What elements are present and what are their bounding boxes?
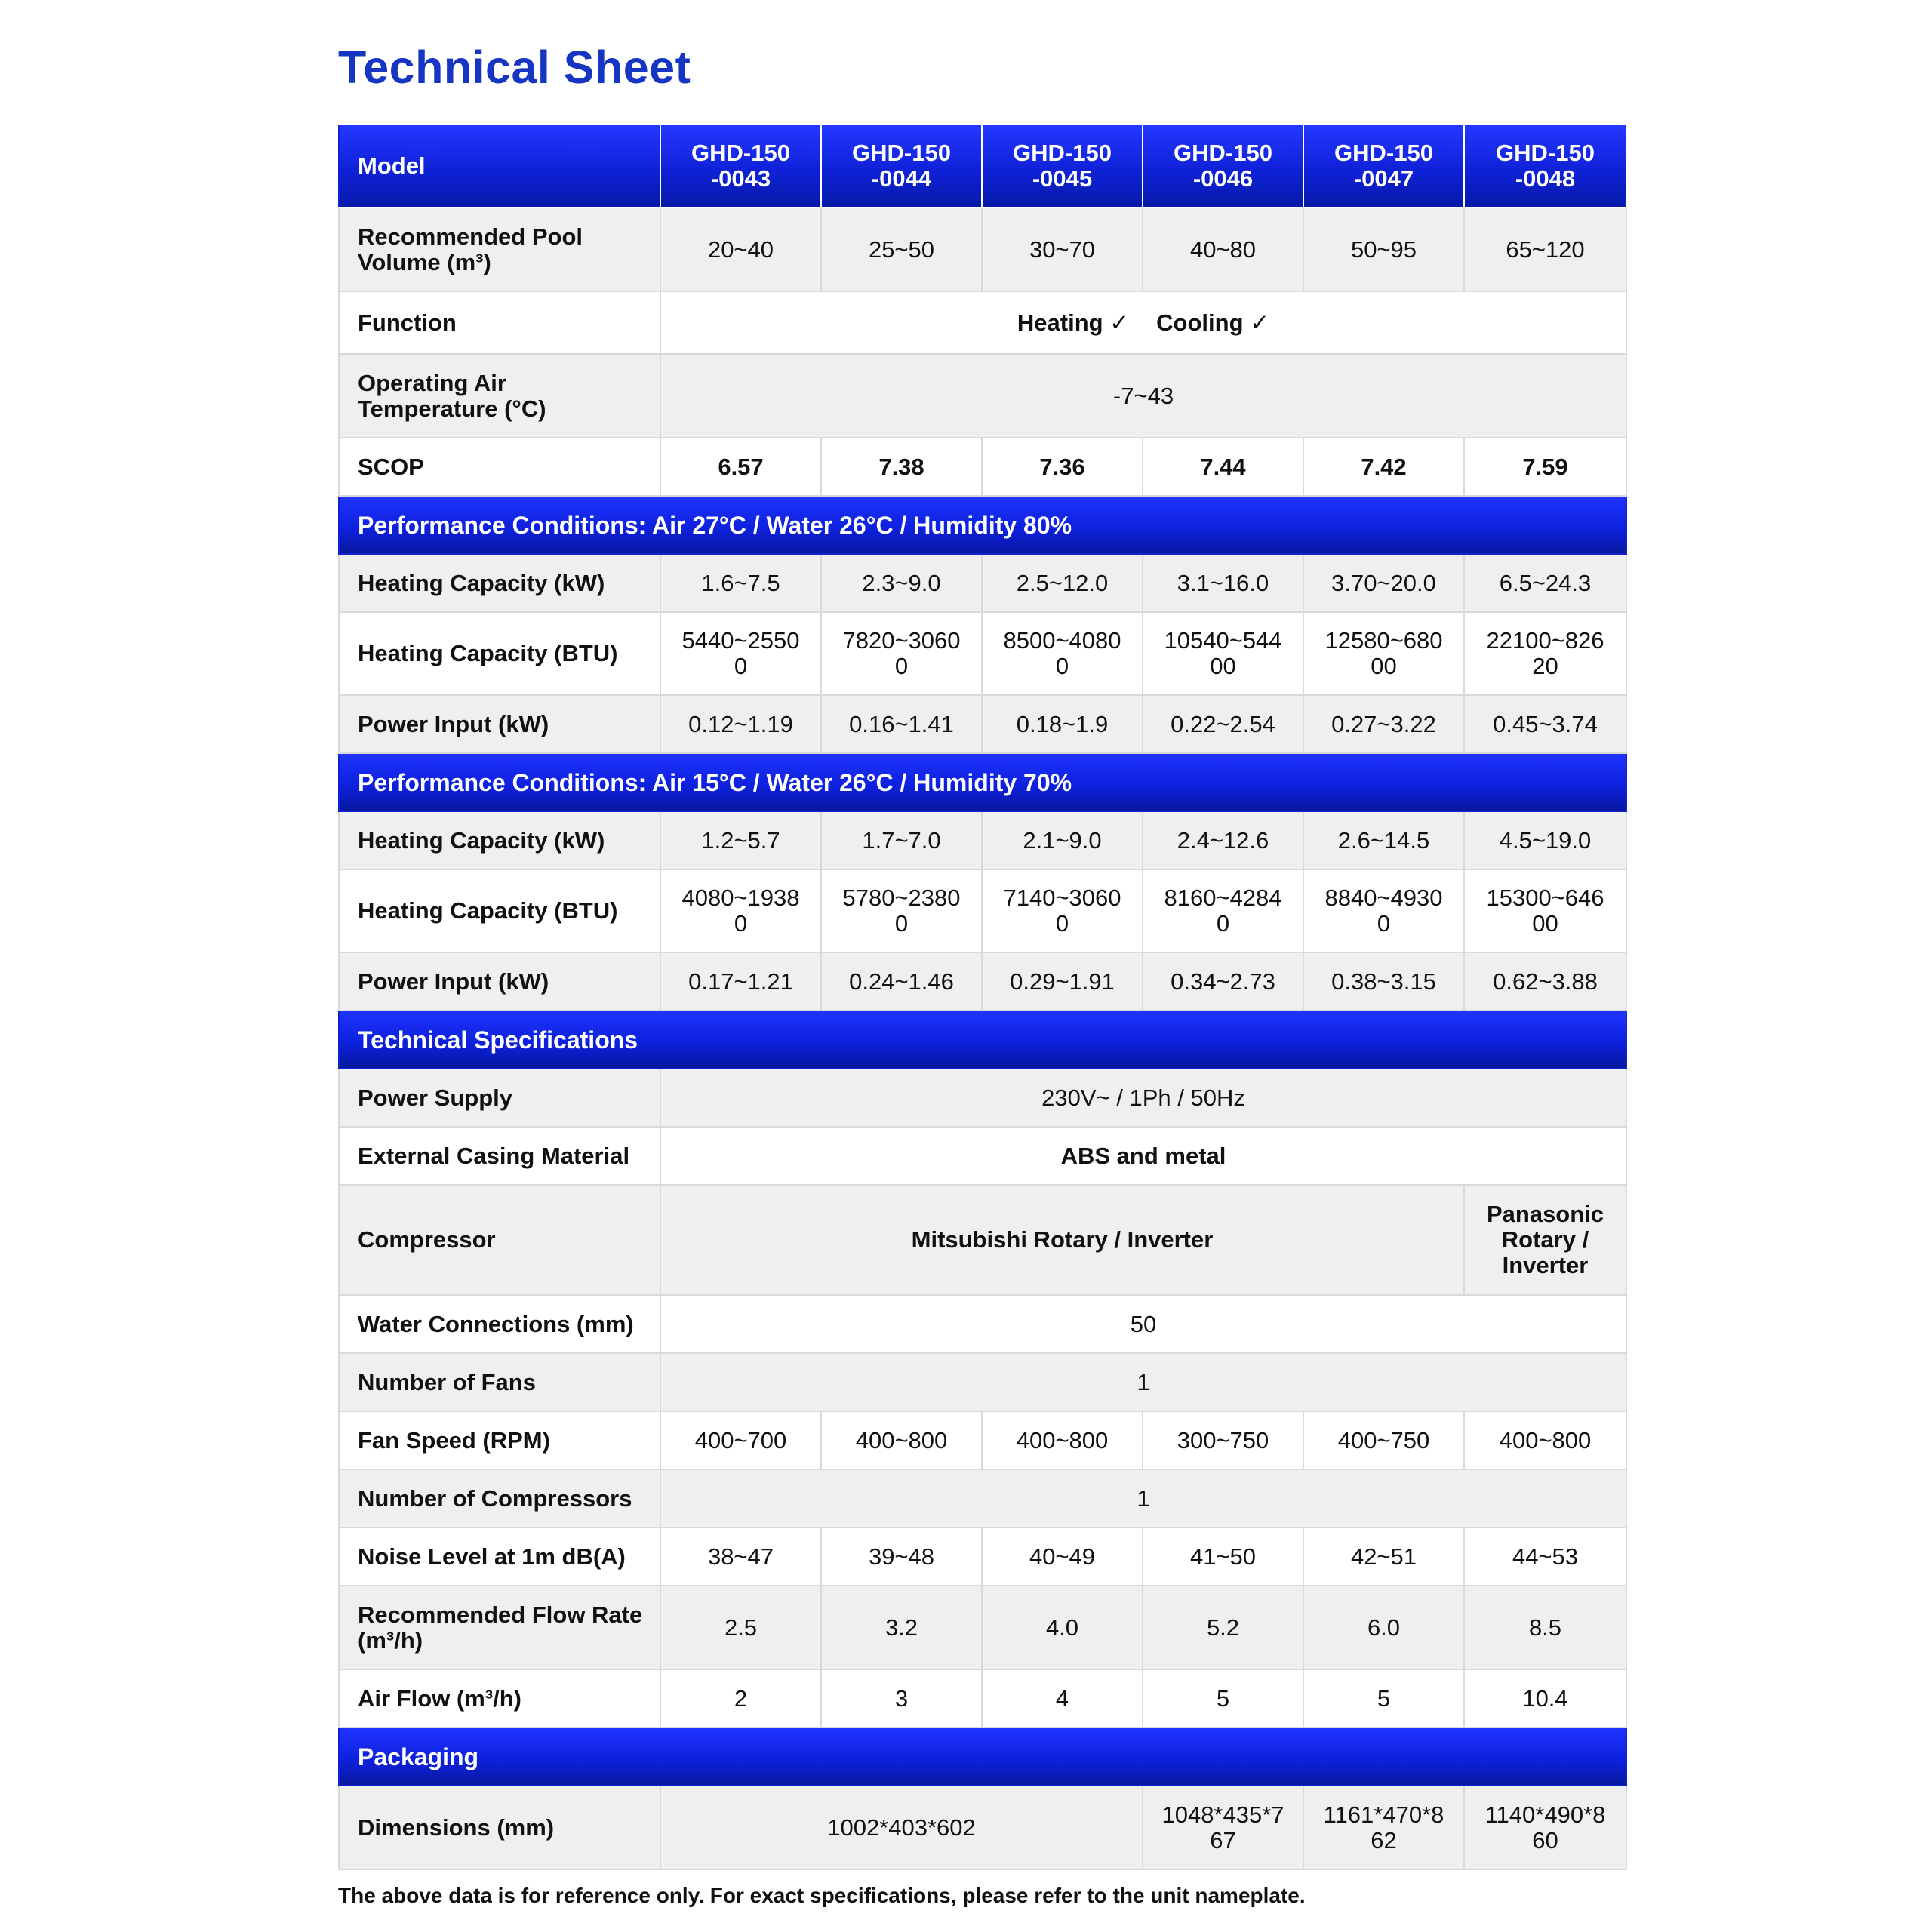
table-cell: 7.36 — [982, 438, 1143, 496]
table-cell: 1140*490*8 60 — [1464, 1786, 1626, 1869]
table-cell: 2 — [660, 1669, 821, 1727]
table-cell: 0.16~1.41 — [821, 695, 982, 753]
table-cell: 5780~2380 0 — [821, 869, 982, 952]
table-cell: 0.27~3.22 — [1303, 695, 1464, 753]
section-header-row — [339, 753, 1626, 811]
table-cell: 2.5 — [660, 1586, 821, 1669]
row-label: Fan Speed (RPM) — [339, 1411, 660, 1469]
table-cell: 4080~1938 0 — [660, 869, 821, 952]
table-cell: 2.6~14.5 — [1303, 811, 1464, 869]
row-label: SCOP — [339, 438, 660, 496]
table-cell: 8.5 — [1464, 1586, 1626, 1669]
table-cell: 5 — [1143, 1669, 1303, 1727]
table-cell: 5.2 — [1143, 1586, 1303, 1669]
row-label: Dimensions (mm) — [339, 1786, 660, 1869]
table-cell: 7.59 — [1464, 438, 1626, 496]
row-label: External Casing Material — [339, 1127, 660, 1185]
table-row — [339, 1786, 1626, 1869]
table-cell: ABS and metal — [660, 1127, 1626, 1185]
table-cell: 22100~826 20 — [1464, 612, 1626, 695]
row-label: Heating Capacity (BTU) — [339, 612, 660, 695]
table-cell: 12580~680 00 — [1303, 612, 1464, 695]
table-cell: 4.5~19.0 — [1464, 811, 1626, 869]
table-cell: 0.45~3.74 — [1464, 695, 1626, 753]
row-label: Number of Compressors — [339, 1469, 660, 1527]
table-cell: 15300~646 00 — [1464, 869, 1626, 952]
table-cell: 0.62~3.88 — [1464, 952, 1626, 1011]
section-title: Packaging — [339, 1727, 1626, 1786]
model-header-row — [339, 125, 1626, 208]
table-row — [339, 554, 1626, 612]
row-label: Power Input (kW) — [339, 695, 660, 753]
table-cell: 7140~3060 0 — [982, 869, 1143, 952]
table-cell: 400~750 — [1303, 1411, 1464, 1469]
table-row — [339, 952, 1626, 1011]
table-cell: 0.34~2.73 — [1143, 952, 1303, 1011]
table-cell: 40~49 — [982, 1527, 1143, 1586]
table-row — [339, 438, 1626, 496]
table-cell: 10.4 — [1464, 1669, 1626, 1727]
table-cell: 5 — [1303, 1669, 1464, 1727]
table-row — [339, 1586, 1626, 1669]
table-row — [339, 208, 1626, 291]
table-cell: 8160~4284 0 — [1143, 869, 1303, 952]
row-label: Heating Capacity (kW) — [339, 554, 660, 612]
table-cell: 400~800 — [982, 1411, 1143, 1469]
table-cell: 50 — [660, 1295, 1626, 1353]
table-cell: 25~50 — [821, 208, 982, 291]
table-cell: 1048*435*7 67 — [1143, 1786, 1303, 1869]
table-cell: Panasonic Rotary / Inverter — [1464, 1185, 1626, 1295]
table-cell: 0.24~1.46 — [821, 952, 982, 1011]
table-cell: Mitsubishi Rotary / Inverter — [660, 1185, 1464, 1295]
table-cell: 3 — [821, 1669, 982, 1727]
table-row — [339, 811, 1626, 869]
table-cell: 0.38~3.15 — [1303, 952, 1464, 1011]
model-header-cell: GHD-150 -0045 — [982, 125, 1143, 208]
row-label: Function — [339, 291, 660, 354]
table-row — [339, 869, 1626, 952]
table-cell: 50~95 — [1303, 208, 1464, 291]
table-row — [339, 1353, 1626, 1411]
page-title: Technical Sheet — [338, 42, 691, 93]
table-row — [339, 1295, 1626, 1353]
table-cell: 3.70~20.0 — [1303, 554, 1464, 612]
table-cell: 0.12~1.19 — [660, 695, 821, 753]
model-header-cell: GHD-150 -0046 — [1143, 125, 1303, 208]
table-row — [339, 1069, 1626, 1127]
heating-check: Heating ✓ — [1017, 309, 1130, 336]
section-header-row — [339, 496, 1626, 554]
model-header-cell: GHD-150 -0044 — [821, 125, 982, 208]
table-cell: 2.1~9.0 — [982, 811, 1143, 869]
table-cell: 20~40 — [660, 208, 821, 291]
section-title: Performance Conditions: Air 27°C / Water 26°C / Humidity 80% — [339, 496, 1626, 554]
table-row — [339, 1469, 1626, 1527]
table-row — [339, 291, 1626, 354]
row-label: Recommended Pool Volume (m³) — [339, 208, 660, 291]
table-cell: 65~120 — [1464, 208, 1626, 291]
table-cell: 41~50 — [1143, 1527, 1303, 1586]
table-cell: 6.0 — [1303, 1586, 1464, 1669]
table-row — [339, 1127, 1626, 1185]
table-cell: 0.17~1.21 — [660, 952, 821, 1011]
table-cell: 40~80 — [1143, 208, 1303, 291]
table-cell: 2.3~9.0 — [821, 554, 982, 612]
table-cell: 8840~4930 0 — [1303, 869, 1464, 952]
technical-spec-table — [338, 124, 1627, 1870]
row-label: Number of Fans — [339, 1353, 660, 1411]
table-cell: 1.6~7.5 — [660, 554, 821, 612]
table-cell: 7.44 — [1143, 438, 1303, 496]
table-cell: 7820~3060 0 — [821, 612, 982, 695]
footnote: The above data is for reference only. For exact specifications, please refer to the unit nameplate. — [338, 1884, 1306, 1907]
table-cell: 7.38 — [821, 438, 982, 496]
cooling-check: Cooling ✓ — [1156, 309, 1270, 336]
table-row — [339, 1411, 1626, 1469]
table-cell: 44~53 — [1464, 1527, 1626, 1586]
table-row — [339, 354, 1626, 438]
table-cell: 10540~544 00 — [1143, 612, 1303, 695]
table-cell: 4.0 — [982, 1586, 1143, 1669]
table-cell: 6.5~24.3 — [1464, 554, 1626, 612]
table-cell: 1.7~7.0 — [821, 811, 982, 869]
section-header-row — [339, 1727, 1626, 1786]
row-label: Power Input (kW) — [339, 952, 660, 1011]
table-cell: 4 — [982, 1669, 1143, 1727]
table-cell: 0.18~1.9 — [982, 695, 1143, 753]
row-label: Power Supply — [339, 1069, 660, 1127]
row-label: Heating Capacity (kW) — [339, 811, 660, 869]
table-cell: 400~800 — [821, 1411, 982, 1469]
table-cell: 39~48 — [821, 1527, 982, 1586]
table-cell: 6.57 — [660, 438, 821, 496]
table-cell: 400~800 — [1464, 1411, 1626, 1469]
row-label: Operating Air Temperature (°C) — [339, 354, 660, 438]
row-label: Heating Capacity (BTU) — [339, 869, 660, 952]
row-label: Model — [339, 125, 660, 208]
table-cell: 8500~4080 0 — [982, 612, 1143, 695]
table-cell: 30~70 — [982, 208, 1143, 291]
table-cell: 1002*403*602 — [660, 1786, 1143, 1869]
row-label: Compressor — [339, 1185, 660, 1295]
row-label: Noise Level at 1m dB(A) — [339, 1527, 660, 1586]
table-cell: 38~47 — [660, 1527, 821, 1586]
model-header-cell: GHD-150 -0048 — [1464, 125, 1626, 208]
table-cell: 5440~2550 0 — [660, 612, 821, 695]
model-header-cell: GHD-150 -0043 — [660, 125, 821, 208]
table-row — [339, 612, 1626, 695]
section-header-row — [339, 1011, 1626, 1069]
table-cell: 300~750 — [1143, 1411, 1303, 1469]
function-cell — [660, 291, 1626, 354]
table-cell: 400~700 — [660, 1411, 821, 1469]
table-cell: 3.2 — [821, 1586, 982, 1669]
row-label: Air Flow (m³/h) — [339, 1669, 660, 1727]
table-cell: 7.42 — [1303, 438, 1464, 496]
table-cell: 1161*470*8 62 — [1303, 1786, 1464, 1869]
table-cell: 42~51 — [1303, 1527, 1464, 1586]
model-header-cell: GHD-150 -0047 — [1303, 125, 1464, 208]
section-title: Performance Conditions: Air 15°C / Water 26°C / Humidity 70% — [339, 753, 1626, 811]
row-label: Water Connections (mm) — [339, 1295, 660, 1353]
table-cell: 2.4~12.6 — [1143, 811, 1303, 869]
table-cell: 1.2~5.7 — [660, 811, 821, 869]
table-row — [339, 695, 1626, 753]
table-cell: 3.1~16.0 — [1143, 554, 1303, 612]
row-label: Recommended Flow Rate (m³/h) — [339, 1586, 660, 1669]
table-row — [339, 1669, 1626, 1727]
table-cell: 0.22~2.54 — [1143, 695, 1303, 753]
table-cell: 0.29~1.91 — [982, 952, 1143, 1011]
table-cell: 2.5~12.0 — [982, 554, 1143, 612]
table-row — [339, 1185, 1626, 1295]
table-cell: 1 — [660, 1469, 1626, 1527]
table-cell: 230V~ / 1Ph / 50Hz — [660, 1069, 1626, 1127]
table-cell: -7~43 — [660, 354, 1626, 438]
table-cell: 1 — [660, 1353, 1626, 1411]
table-row — [339, 1527, 1626, 1586]
section-title: Technical Specifications — [339, 1011, 1626, 1069]
